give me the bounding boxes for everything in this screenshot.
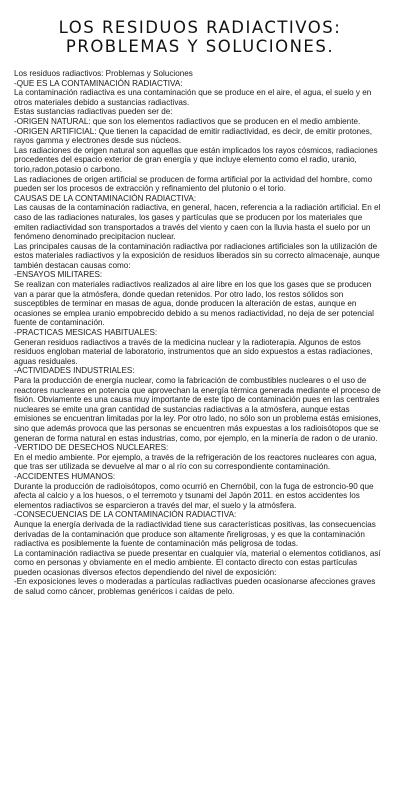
paragraph: La contaminación radiactiva se puede presentar en cualquier vía, material o elementos cotidianos, así como en personas y obviamente en el medio ambiente. El contacto directo con estas partículas pueden ocasionas diversos efectos dependiendo del nivel de exposición: bbox=[14, 548, 381, 577]
subheading-industrial-activities: -ACTIVIDADES INDUSTRIALES: bbox=[14, 366, 135, 376]
doc-heading: Los residuos radiactivos: Problemas y Soluciones bbox=[14, 69, 193, 78]
paragraph: -ORIGEN NATURAL: que son los elementos radiactivos que se producen en el medio ambiente. bbox=[14, 116, 361, 126]
document-body bbox=[14, 69, 386, 597]
section-heading-causes: CAUSAS DE LA CONTAMINACIÓN RADIACTIVA: bbox=[14, 193, 197, 203]
paragraph: Se realizan con materiales radiactivos realizados al aire libre en los que los gases que se producen van a parar que la atmósfera, donde quedan retenidos. Por otro lado, los restos sólidos son susceptibles de terminar en masas de agua, donde producen la alteración de estas, aunque en ocasiones se emplea uranio empobrecido debido a su menos radiactividad, no deja de ser potencial fuente de contaminación. bbox=[14, 280, 374, 328]
paragraph: La contaminación radiactiva es una contaminación que se produce en el aire, el agua, el suelo y en otros materiales debido a sustancias radiactivas. bbox=[14, 88, 372, 107]
paragraph: -En exposiciones leves o moderadas a partículas radiactivas pueden ocasionarse afecciones graves de salud como cáncer, problemas genéricos i caídas de pelo. bbox=[14, 577, 376, 597]
paragraph: Las radiaciones de origen artificial se producen de forma artificial por la actividad del hombre, como pueden ser los procesos de extracción y refinamiento del plutonio o el torio. bbox=[14, 174, 373, 194]
paragraph: Las causas de la contaminación radiactiva, en general, hacen, referencia a la radiación artificial. En el caso de las radiaciones naturales, los gases y partículas que se producen por los materiales que emiten radiactividad son transportados a través del viento y caen con la lluvia hasta el suelo por un fenómeno denominado precipitacion nuclear. bbox=[14, 203, 381, 242]
paragraph: Las principales causas de la contaminación radiactiva por radiaciones artificiales son la utilización de estos materiales radiactivos y la exposición de residuos liberados sin su correcto almacenaje, aunque también destacan causas como: bbox=[14, 241, 380, 270]
paragraph: -ORIGEN ARTIFICIAL: Que tienen la capacidad de emitir radiactividad, es decir, de emitir protones, rayos gamma y electrones desde sus núcleos. bbox=[14, 126, 372, 146]
document-title-line-1: LOS RESIDUOS RADIACTIVOS: bbox=[58, 18, 342, 37]
section-heading-what-is: -QUE ES LA CONTAMINACIÓN RADIACTIVA: bbox=[14, 78, 183, 88]
paragraph: Durante la producción de radioisótopos, como ocurrió en Chernóbil, con la fuga de estroncio-90 que afecta al calcio y a los huesos, o el terremoto y tsunami del Japón 2011. en estos accidentes los elementos radiactivos se esparcieron a través del mar, el suelo y la atmósfera. bbox=[14, 481, 374, 510]
paragraph: Aunque la energía derivada de la radiactividad tiene sus características positivas, las consecuencias derivadas de la contaminación que produce son altamente ñreligrosas, y es que la contaminación radiactiva es posiblemente la fuente de contaminación más peligrosa de todas. bbox=[14, 519, 376, 549]
subheading-nuclear-waste-dumping: -VERTIDO DE DESECHOS NUCLEARES: bbox=[14, 443, 169, 453]
paragraph: Generan residuos radiactivos a través de la medicina nuclear y la radioterapia. Algunos de estos residuos engloban material de laboratorio, instrumentos que an sido expuestos a estas radiaciones, aguas residuales. bbox=[14, 337, 373, 366]
paragraph: Estas sustancias radiactivas pueden ser de: bbox=[14, 107, 173, 117]
paragraph: Para la producción de energía nuclear, como la fabricación de combustibles nucleares o el uso de reactores nucleares en potencia que aprovechan la energía térmica generada mediante el proceso de fisión. Obviamente es una causa muy importante de este tipo de contaminación pues en las centrales nucleares se emite una gran cantidad de sustancias radiactivas a la atmósfera, aunque estas emisiones se encuentran limitadas por la ley. Por otro lado, no sólo son un problema estás emisiones, sino que además provoca que las personas se encuentren más expuestas a los radioisótopos que se generan de forma natural en estas industrias, como, por ejemplo, en la minería de radon o de uranio. bbox=[14, 376, 381, 443]
subheading-medical-practices: -PRACTICAS MESICAS HABITUALES: bbox=[14, 328, 158, 338]
document-title bbox=[14, 18, 386, 56]
section-heading-consequences: -CONSECUENCIAS DE LA CONTAMINACIÓN RADIACTIVA: bbox=[14, 510, 237, 520]
subheading-human-accidents: -ACCIDENTES HUMANOS: bbox=[14, 471, 116, 481]
subheading-military-tests: -ENSAYOS MILITARES: bbox=[14, 270, 103, 280]
paragraph: En el medio ambiente. Por ejemplo, a través de la refrigeración de los reactores nucleares con agua, que tras ser utilizada se devuelve al mar o al río con su correspondiente contaminación. bbox=[14, 452, 377, 472]
paragraph: Las radiaciones de origen natural son aquellas que están implicados los rayos cósmicos, radiaciones procedentes del espacio exterior de gran energía y que incluye elemento como el radio, uranio, torio,radon,potasio o carbono. bbox=[14, 145, 378, 174]
document-title-line-2: PROBLEMAS Y SOLUCIONES. bbox=[65, 37, 335, 56]
